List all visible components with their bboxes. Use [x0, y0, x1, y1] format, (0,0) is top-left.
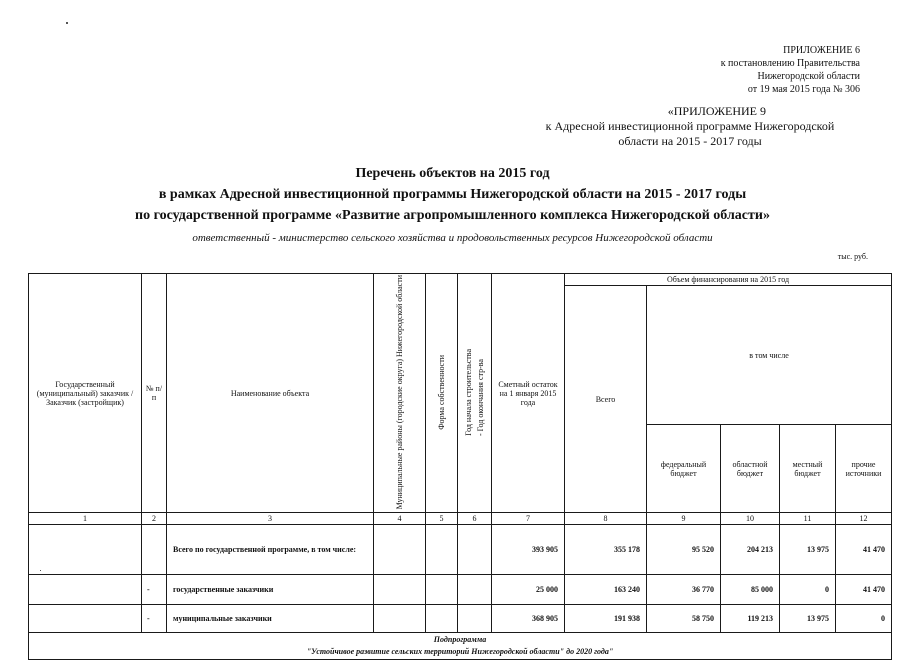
col-number: 1: [29, 513, 142, 525]
row-local: 13 975: [780, 525, 836, 575]
row-name: муниципальные заказчики: [167, 605, 374, 633]
row-federal: 58 750: [647, 605, 721, 633]
units-label: тыс. руб.: [837, 252, 868, 261]
row-balance: 368 905: [492, 605, 565, 633]
appendix-6-title: ПРИЛОЖЕНИЕ 6: [783, 45, 860, 56]
header-customer: Государственный (муниципальный) заказчик / Заказчик (застройщик): [29, 274, 142, 513]
col-number: 2: [142, 513, 167, 525]
column-numbers-row: [29, 513, 892, 525]
row-federal: 95 520: [647, 525, 721, 575]
col-number: 12: [836, 513, 892, 525]
subprogram-label: Подпрограмма: [433, 635, 487, 645]
subprogram-title: "Устойчивое развитие сельских территорий Нижегородской области" до 2020 года": [306, 647, 614, 657]
row-district: [374, 525, 426, 575]
appendix-6-date: от 19 мая 2015 года № 306: [747, 84, 860, 95]
header-district-text: Муниципальные районы (городские округа) Нижегородской области: [394, 275, 404, 510]
row-ownership: [426, 605, 458, 633]
header-local: местный бюджет: [780, 425, 836, 513]
col-number: 9: [647, 513, 721, 525]
header-ownership-text: Форма собственности: [436, 354, 446, 430]
row-customer: [29, 575, 142, 605]
col-number: 10: [721, 513, 780, 525]
subprogram-cell: [29, 633, 892, 660]
row-years: [458, 575, 492, 605]
appendix-6-block: [560, 44, 860, 96]
row-total: 163 240: [565, 575, 647, 605]
row-ownership: [426, 575, 458, 605]
col-number: 5: [426, 513, 458, 525]
appendix-9-block: [520, 104, 860, 149]
col-number: 3: [167, 513, 374, 525]
table-row-program-total: [29, 525, 892, 575]
row-marker: -: [142, 575, 167, 605]
col-number: 4: [374, 513, 426, 525]
header-start-year-text: Год начала строительства: [463, 348, 473, 436]
header-federal: федеральный бюджет: [647, 425, 721, 513]
program-title: по государственной программе «Развитие агропромышленного комплекса Нижегородской области»: [135, 208, 770, 223]
appendix-6-region: Нижегородской области: [757, 71, 860, 82]
header-including: в том числе: [647, 286, 892, 425]
scan-speck: [66, 22, 68, 24]
header-ownership: [426, 274, 458, 513]
row-customer: [29, 525, 142, 575]
row-other: 41 470: [836, 525, 892, 575]
row-marker: [142, 525, 167, 575]
row-marker: -: [142, 605, 167, 633]
document-subtitle: в рамках Адресной инвестиционной программы Нижегородской области на 2015 - 2017 годы: [158, 187, 747, 202]
document-title: Перечень объектов на 2015 год: [355, 166, 550, 181]
scan-speck: [40, 570, 41, 571]
appendix-9-years: области на 2015 - 2017 годы: [618, 134, 762, 148]
row-customer: [29, 605, 142, 633]
header-number: № п/п: [142, 274, 167, 513]
objects-table: [28, 273, 892, 660]
col-number: 8: [565, 513, 647, 525]
row-regional: 119 213: [721, 605, 780, 633]
row-balance: 25 000: [492, 575, 565, 605]
appendix-9-program: к Адресной инвестиционной программе Нижегородской: [545, 119, 835, 133]
header-total: Всего: [565, 286, 647, 513]
header-balance: Сметный остаток на 1 января 2015 года: [492, 274, 565, 513]
row-regional: 85 000: [721, 575, 780, 605]
row-total: 355 178: [565, 525, 647, 575]
subprogram-row: [29, 633, 892, 660]
row-name: Всего по государственной программе, в том числе:: [167, 525, 374, 575]
row-balance: 393 905: [492, 525, 565, 575]
header-years: [458, 274, 492, 513]
table-row-state-customers: [29, 575, 892, 605]
row-local: 13 975: [780, 605, 836, 633]
row-total: 191 938: [565, 605, 647, 633]
header-end-year-text: - Год окончания стр-ва: [475, 358, 485, 436]
header-other: прочие источники: [836, 425, 892, 513]
col-number: 7: [492, 513, 565, 525]
header-district: [374, 274, 426, 513]
row-district: [374, 575, 426, 605]
row-name: государственные заказчики: [167, 575, 374, 605]
responsible-ministry: ответственный - министерство сельского хозяйства и продовольственных ресурсов Нижегородской области: [192, 232, 713, 244]
col-number: 6: [458, 513, 492, 525]
row-local: 0: [780, 575, 836, 605]
header-funding: Объем финансирования на 2015 год: [565, 274, 892, 286]
row-other: 0: [836, 605, 892, 633]
row-other: 41 470: [836, 575, 892, 605]
table-row-municipal-customers: [29, 605, 892, 633]
row-regional: 204 213: [721, 525, 780, 575]
header-regional: областной бюджет: [721, 425, 780, 513]
row-ownership: [426, 525, 458, 575]
row-years: [458, 525, 492, 575]
col-number: 11: [780, 513, 836, 525]
row-federal: 36 770: [647, 575, 721, 605]
appendix-9-title: «ПРИЛОЖЕНИЕ 9: [667, 104, 766, 118]
appendix-6-decree: к постановлению Правительства: [720, 58, 860, 69]
row-years: [458, 605, 492, 633]
row-district: [374, 605, 426, 633]
header-object-name: Наименование объекта: [167, 274, 374, 513]
